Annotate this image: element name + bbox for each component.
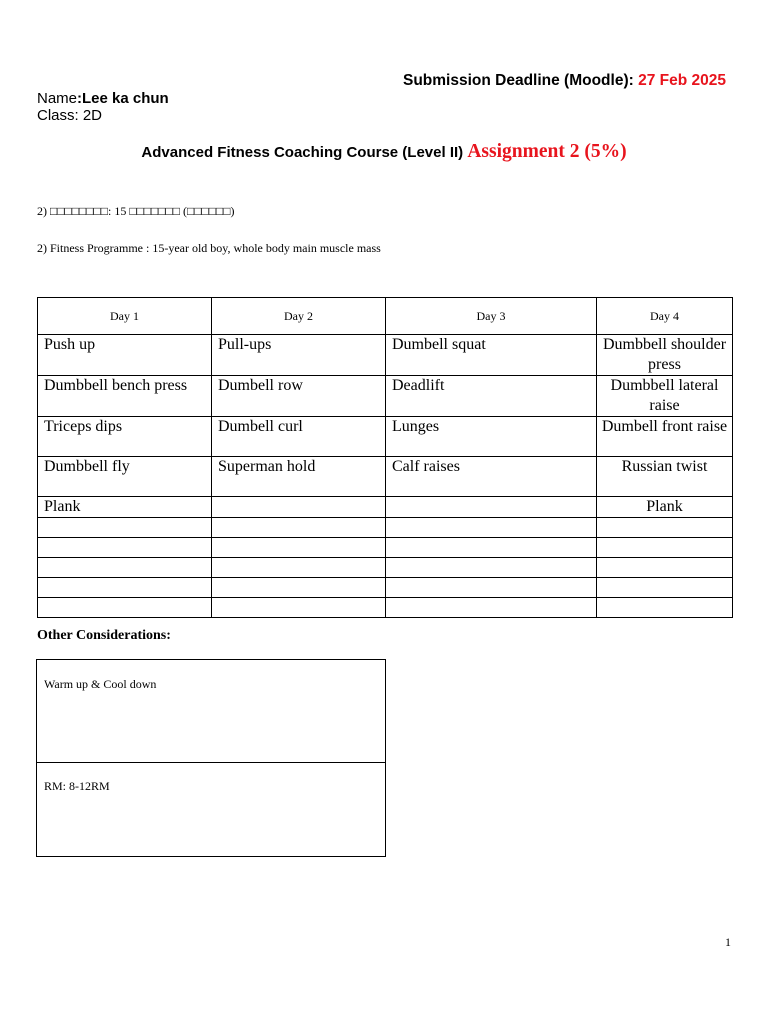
table-cell: [38, 538, 212, 558]
table-cell: [38, 558, 212, 578]
table-cell: [386, 578, 597, 598]
table-cell: [597, 558, 733, 578]
table-cell: Dumbbell lateral raise: [597, 376, 733, 417]
table-cell: Dumbbell bench press: [38, 376, 212, 417]
rm-text: RM: 8-12RM: [44, 779, 110, 793]
page-title: [0, 141, 768, 163]
table-row: [38, 518, 733, 538]
student-name: [37, 90, 169, 107]
day-2-header: Day 2: [212, 298, 386, 335]
table-cell: Dumbell curl: [212, 417, 386, 457]
page-number: 1: [725, 935, 731, 949]
table-cell: Pull-ups: [212, 335, 386, 376]
table-cell: [597, 578, 733, 598]
table-cell: [38, 598, 212, 618]
deadline-date: 27 Feb 2025: [638, 72, 726, 89]
table-cell: [212, 598, 386, 618]
table-cell: [212, 578, 386, 598]
table-row: [38, 497, 733, 518]
table-cell: [386, 538, 597, 558]
table-cell: Plank: [597, 497, 733, 518]
table-cell: [386, 598, 597, 618]
table-cell: Dumbell row: [212, 376, 386, 417]
table-cell: [597, 518, 733, 538]
student-class: Class: 2D: [37, 107, 103, 124]
table-cell: [597, 598, 733, 618]
assignment-title: Assignment 2 (5%): [467, 141, 627, 162]
table-row: [38, 376, 733, 417]
table-cell: [38, 518, 212, 538]
table-row: [38, 457, 733, 497]
table-cell: Dumbell squat: [386, 335, 597, 376]
table-cell: Plank: [38, 497, 212, 518]
table-cell: [386, 497, 597, 518]
question-english: 2) Fitness Programme : 15-year old boy, whole body main muscle mass: [37, 241, 381, 255]
table-cell: [386, 518, 597, 538]
table-cell: Dumbell front raise: [597, 417, 733, 457]
day-4-header: Day 4: [597, 298, 733, 335]
table-cell: [38, 578, 212, 598]
table-cell: [386, 558, 597, 578]
table-cell: Push up: [38, 335, 212, 376]
course-title: Advanced Fitness Coaching Course (Level II): [141, 144, 468, 161]
table-row: [38, 558, 733, 578]
table-cell: [212, 558, 386, 578]
table-cell: [212, 518, 386, 538]
table-cell: Superman hold: [212, 457, 386, 497]
day-3-header: Day 3: [386, 298, 597, 335]
table-row: [38, 598, 733, 618]
table-row: [38, 538, 733, 558]
day-1-header: Day 1: [38, 298, 212, 335]
table-row: [38, 335, 733, 376]
table-cell: Deadlift: [386, 376, 597, 417]
table-cell: [597, 538, 733, 558]
warmup-text: Warm up & Cool down: [44, 677, 157, 691]
fitness-plan-table: [37, 297, 733, 618]
table-cell: Lunges: [386, 417, 597, 457]
question-chinese: 2) □□□□□□□□: 15 □□□□□□□ (□□□□□□): [37, 204, 235, 218]
table-cell: [212, 538, 386, 558]
table-cell: Calf raises: [386, 457, 597, 497]
warmup-box: [36, 659, 386, 763]
table-cell: Dumbbell shoulder press: [597, 335, 733, 376]
name-value: :Lee ka chun: [77, 90, 169, 107]
table-row: [38, 578, 733, 598]
rm-box: [36, 761, 386, 857]
table-cell: Dumbbell fly: [38, 457, 212, 497]
table-cell: [212, 497, 386, 518]
submission-deadline: [403, 72, 726, 90]
table-cell: Triceps dips: [38, 417, 212, 457]
table-row: [38, 417, 733, 457]
table-header-row: [38, 298, 733, 335]
table-cell: Russian twist: [597, 457, 733, 497]
other-considerations-heading: Other Considerations:: [37, 628, 171, 643]
deadline-label: Submission Deadline (Moodle):: [402, 72, 639, 89]
name-label: Name: [37, 90, 78, 107]
